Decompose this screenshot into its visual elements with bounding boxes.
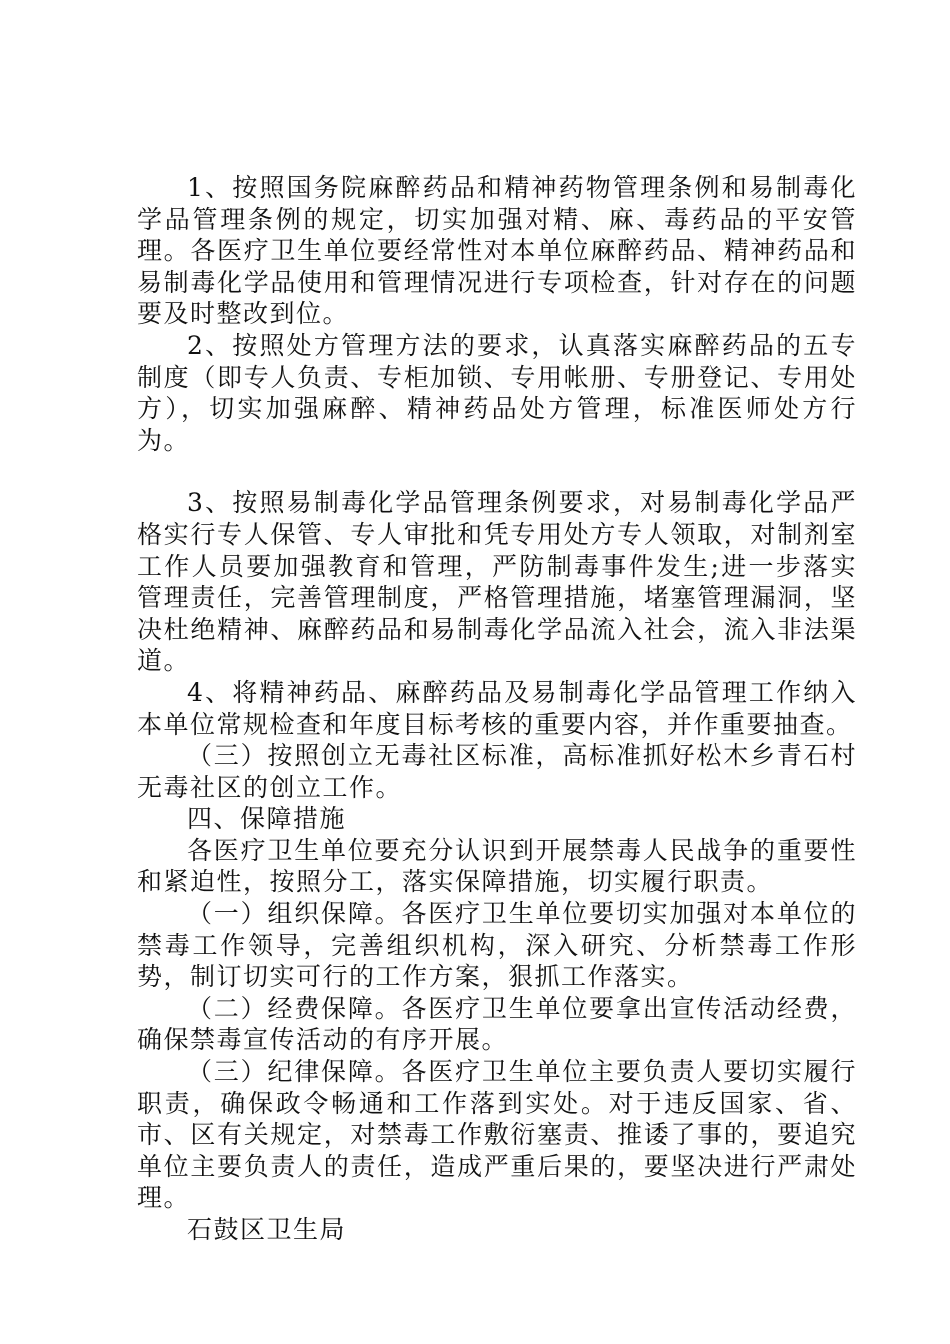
paragraph-item-2: 2、按照处方管理方法的要求，认真落实麻醉药品的五专制度（即专人负责、专柜加锁、专用帐册、专册登记、专用处方），切实加强麻醉、精神药品处方管理，标准医师处方行为。	[137, 330, 857, 455]
paragraph-item-10: （三）纪律保障。各医疗卫生单位主要负责人要切实履行职责，确保政令畅通和工作落到实处。对于违反国家、省、市、区有关规定，对禁毒工作敷衍塞责、推诿了事的，要追究单位主要负责人的责任，造成严重后果的，要坚决进行严肃处理。	[137, 1057, 857, 1213]
paragraph-item-7: 各医疗卫生单位要充分认识到开展禁毒人民战争的重要性和紧迫性，按照分工，落实保障措施，切实履行职责。	[137, 835, 857, 897]
issuer-signature: 石鼓区卫生局	[187, 1215, 347, 1244]
paragraph-item-8: （一）组织保障。各医疗卫生单位要切实加强对本单位的禁毒工作领导，完善组织机构，深入研究、分析禁毒工作形势，制订切实可行的工作方案，狠抓工作落实。	[137, 899, 857, 992]
paragraph-item-3: 3、按照易制毒化学品管理条例要求，对易制毒化学品严格实行专人保管、专人审批和凭专用处方专人领取，对制剂室工作人员要加强教育和管理，严防制毒事件发生;进一步落实管理责任，完善管理制度，严格管理措施，堵塞管理漏洞，坚决杜绝精神、麻醉药品和易制毒化学品流入社会，流入非法渠道。	[137, 488, 857, 676]
paragraph-item-5: （三）按照创立无毒社区标准，高标准抓好松木乡青石村无毒社区的创立工作。	[137, 741, 857, 802]
document-body	[137, 172, 857, 1246]
paragraph-item-1: 1、按照国务院麻醉药品和精神药物管理条例和易制毒化学品管理条例的规定，切实加强对精、麻、毒药品的平安管理。各医疗卫生单位要经常性对本单位麻醉药品、精神药品和易制毒化学品使用和管理情况进行专项检查，针对存在的问题要及时整改到位。	[137, 173, 857, 329]
paragraph-item-9: （二）经费保障。各医疗卫生单位要拿出宣传活动经费，确保禁毒宣传活动的有序开展。	[137, 993, 857, 1055]
section-heading-safeguards: 四、保障措施	[187, 804, 347, 834]
paragraph-item-4: 4、将精神药品、麻醉药品及易制毒化学品管理工作纳入本单位常规检查和年度目标考核的重要内容，并作重要抽查。	[137, 677, 857, 739]
